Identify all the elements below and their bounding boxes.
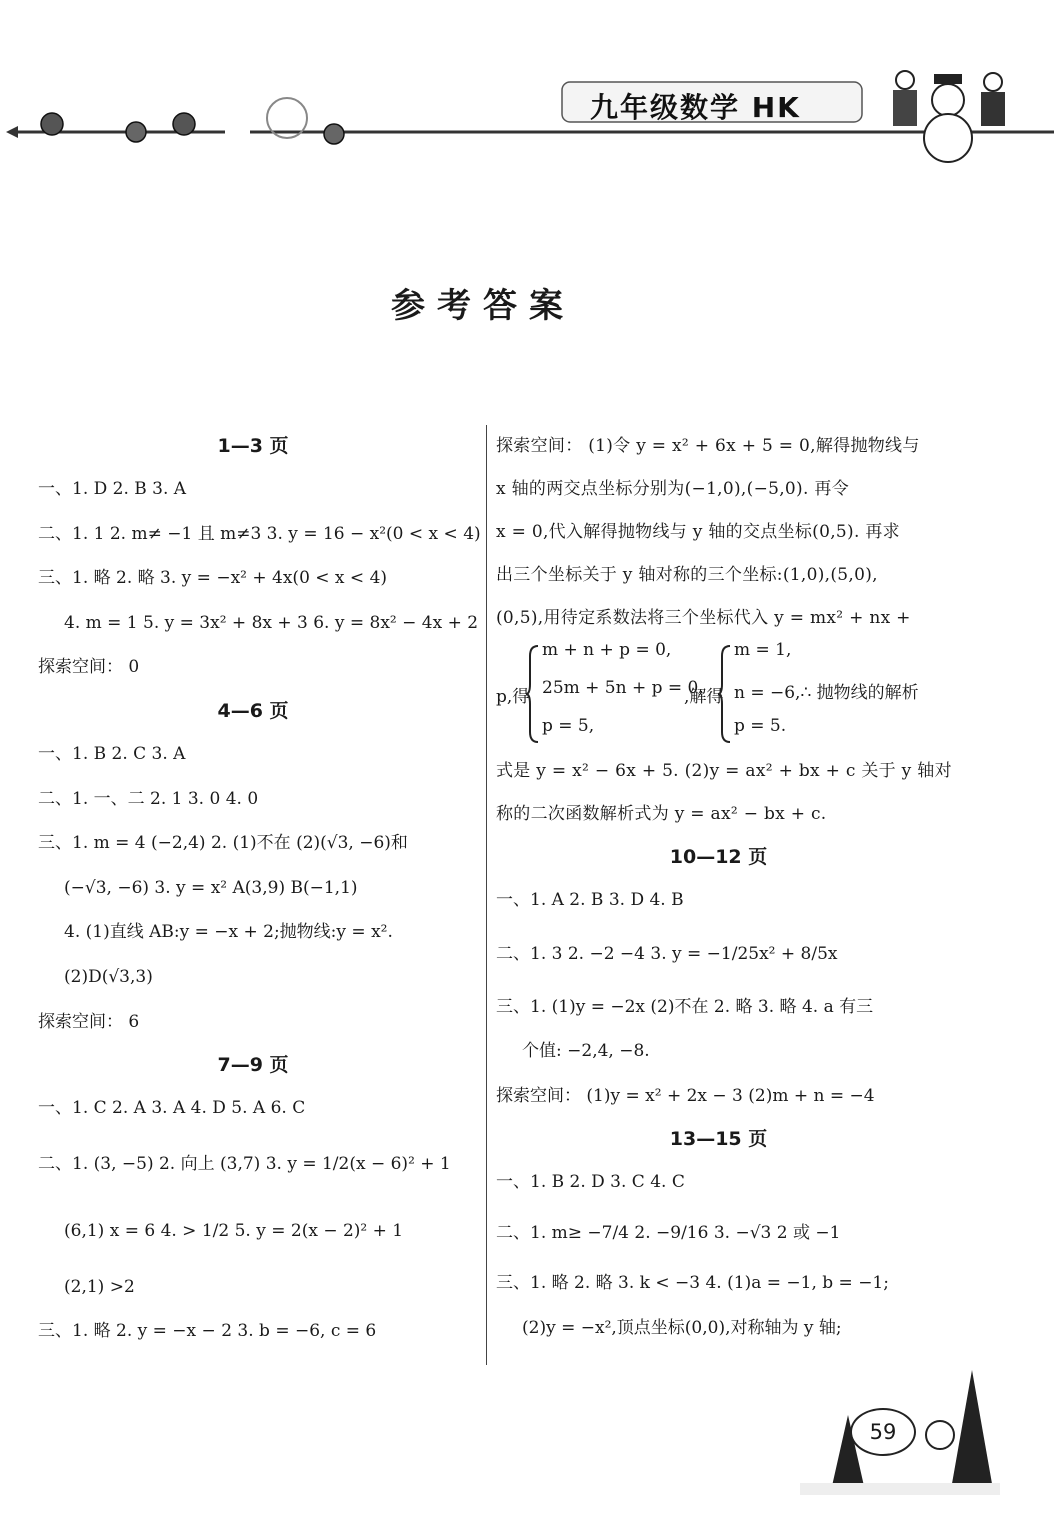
section-title: 13—15 页 (669, 1128, 768, 1151)
system-solve: ,解得 (684, 687, 724, 707)
explore-paragraph-line: (0,5),用待定系数法将三个坐标代入 y = mx² + nx + (496, 608, 911, 628)
column-divider (486, 425, 487, 1365)
answer-line: 二、1. 3 2. −2 −4 3. y = −1/25x² + 8/5x (496, 943, 838, 964)
answer-line: 个值: −2,4, −8. (522, 1041, 650, 1062)
system-eq: p = 5. (734, 716, 787, 736)
answer-line: 二、1. 1 2. m≠ −1 且 m≠3 3. y = 16 − x²(0 < x < 4) (38, 523, 481, 544)
explore-line: 探索空间： 6 (38, 1011, 140, 1032)
left-brace-icon (526, 644, 540, 744)
book-title: 九年级数学 HK (590, 91, 801, 124)
right-column (496, 425, 952, 1350)
page-header (0, 60, 1054, 170)
answer-line: 一、1. D 2. B 3. A (38, 479, 187, 499)
explore-paragraph-line: 称的二次函数解析式为 y = ax² − bx + c. (496, 804, 827, 824)
explore-paragraph-line: x = 0,代入解得抛物线与 y 轴的交点坐标(0,5). 再求 (496, 522, 900, 542)
system-eq: n = −6,∴ 抛物线的解析 (734, 683, 919, 703)
answer-line: 4. (1)直线 AB:y = −x + 2;抛物线:y = x². (64, 922, 393, 943)
answer-line: 4. m = 1 5. y = 3x² + 8x + 3 6. y = 8x² − 4x + 2 (64, 612, 479, 633)
left-brace-icon (718, 644, 732, 744)
system-eq: m + n + p = 0, (542, 640, 672, 660)
section-title: 1—3 页 (217, 435, 289, 457)
answer-line: 一、1. B 2. D 3. C 4. C (496, 1172, 685, 1193)
section-title: 10—12 页 (669, 846, 768, 868)
explore-paragraph-line: 出三个坐标关于 y 轴对称的三个坐标:(1,0),(5,0), (496, 565, 878, 585)
answer-line: 一、1. B 2. C 3. A (38, 743, 186, 764)
answer-line: (2)D(√3,3) (64, 966, 153, 987)
answer-line: 三、1. m = 4 (−2,4) 2. (1)不在 (2)(√3, −6)和 (38, 833, 408, 854)
left-column (38, 425, 481, 1354)
explore-line: 探索空间： (1)y = x² + 2x − 3 (2)m + n = −4 (496, 1085, 875, 1106)
answer-line: (−√3, −6) 3. y = x² A(3,9) B(−1,1) (64, 877, 358, 898)
header-decoration (0, 60, 1054, 170)
section-title: 7—9 页 (217, 1054, 289, 1077)
answer-line: 三、1. 略 2. 略 3. y = −x² + 4x(0 < x < 4) (38, 568, 388, 589)
answer-line: 二、1. m≥ −7/4 2. −9/16 3. −√3 2 或 −1 (496, 1222, 841, 1243)
system-prefix: p,得 (496, 687, 530, 707)
section-title: 4—6 页 (217, 699, 289, 722)
answer-line: 一、1. A 2. B 3. D 4. B (496, 890, 684, 910)
equation-system (496, 640, 941, 750)
page-number: 59 (850, 1408, 916, 1456)
system-eq: p = 5, (542, 716, 595, 736)
explore-line: 探索空间： 0 (38, 657, 140, 678)
explore-paragraph-line: 探索空间： (1)令 y = x² + 6x + 5 = 0,解得抛物线与 (496, 436, 920, 456)
answer-line: (2)y = −x²,顶点坐标(0,0),对称轴为 y 轴; (522, 1317, 842, 1338)
answer-line: (2,1) >2 (64, 1276, 135, 1297)
answer-line: 二、1. 一、二 2. 1 3. 0 4. 0 (38, 788, 259, 809)
answer-line: 三、1. 略 2. 略 3. k < −3 4. (1)a = −1, b = −1; (496, 1272, 889, 1293)
answer-line: 三、1. (1)y = −2x (2)不在 2. 略 3. 略 4. a 有三 (496, 996, 874, 1017)
explore-paragraph-line: 式是 y = x² − 6x + 5. (2)y = ax² + bx + c 关于 y 轴对 (496, 761, 952, 781)
system-eq: 25m + 5n + p = 0, (542, 678, 704, 698)
answer-line: (6,1) x = 6 4. > 1/2 5. y = 2(x − 2)² + 1 (64, 1220, 404, 1241)
page-title: 参考答案 (391, 286, 575, 326)
answer-line: 三、1. 略 2. y = −x − 2 3. b = −6, c = 6 (38, 1321, 377, 1342)
answer-line: 二、1. (3, −5) 2. 向上 (3,7) 3. y = 1/2(x − 6)² + 1 (38, 1153, 451, 1174)
answer-line: 一、1. C 2. A 3. A 4. D 5. A 6. C (38, 1098, 306, 1119)
explore-paragraph-line: x 轴的两交点坐标分别为(−1,0),(−5,0). 再令 (496, 479, 849, 499)
system-eq: m = 1, (734, 640, 792, 660)
